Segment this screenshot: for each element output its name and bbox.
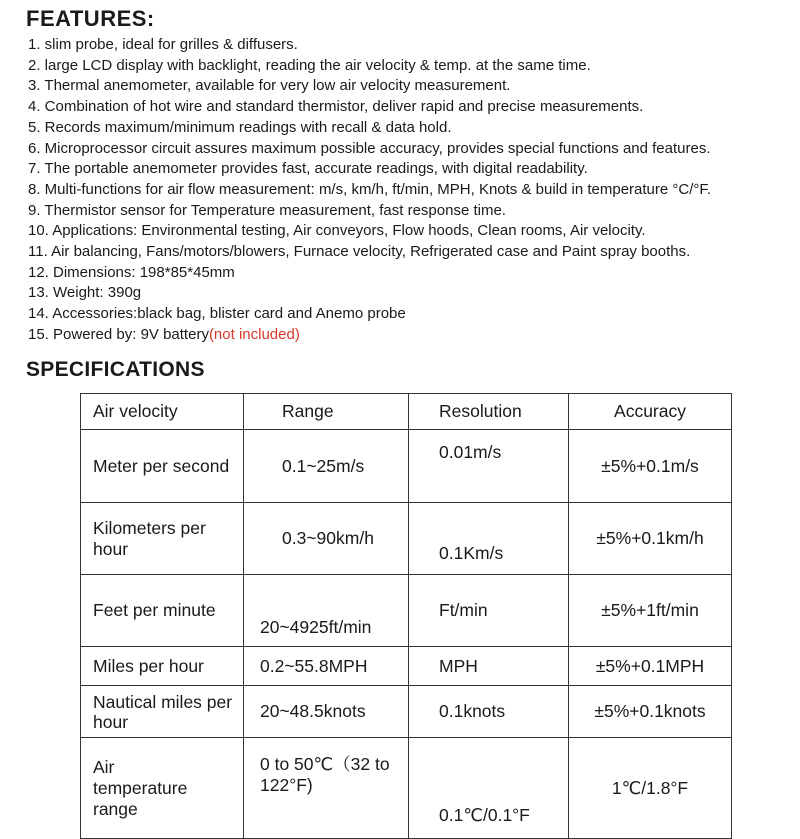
- accuracy-cell: ±5%+1ft/min: [569, 575, 732, 647]
- resolution-cell: Ft/min: [409, 575, 569, 647]
- table-row: [81, 430, 732, 503]
- header-accuracy: Accuracy: [569, 394, 732, 430]
- battery-note: (not included): [208, 325, 300, 343]
- feature-item: 1. slim probe, ideal for grilles & diffusers.: [28, 36, 298, 53]
- unit-cell: Meter per second: [81, 430, 244, 503]
- accuracy-cell: ±5%+0.1knots: [569, 686, 732, 738]
- feature-item: 12. Dimensions: 198*85*45mm: [28, 263, 235, 281]
- range-cell: 0.2~55.8MPH: [244, 647, 409, 686]
- accuracy-cell: 1℃/1.8°F: [569, 738, 732, 839]
- feature-item: 3. Thermal anemometer, available for very low air velocity measurement.: [28, 77, 511, 95]
- range-cell: 20~48.5knots: [244, 686, 409, 738]
- feature-item-power: [28, 325, 711, 346]
- resolution-cell: 0.1℃/0.1°F: [409, 738, 569, 839]
- table-row: [81, 738, 732, 839]
- feature-item: 2. large LCD display with backlight, reading the air velocity & temp. at the same time.: [28, 56, 591, 74]
- feature-item: 4. Combination of hot wire and standard thermistor, deliver rapid and precise measurements.: [28, 98, 644, 116]
- header-air-velocity: Air velocity: [81, 394, 244, 430]
- table-row: [81, 647, 732, 686]
- accuracy-cell: ±5%+0.1MPH: [569, 647, 732, 686]
- unit-cell: Feet per minute: [81, 575, 244, 647]
- features-title: FEATURES:: [26, 6, 155, 31]
- feature-item: 10. Applications: Environmental testing, Air conveyors, Flow hoods, Clean rooms, Air velocity.: [28, 222, 646, 240]
- unit-cell: Nautical miles per hour: [81, 686, 244, 738]
- table-row: [81, 686, 732, 738]
- unit-cell: Miles per hour: [81, 647, 244, 686]
- feature-item: 5. Records maximum/minimum readings with recall & data hold.: [28, 118, 452, 136]
- feature-item: 6. Microprocessor circuit assures maximum possible accuracy, provides special functions and features.: [28, 139, 711, 157]
- specifications-table: [80, 393, 732, 839]
- table-header-row: [81, 394, 732, 430]
- table-row: [81, 503, 732, 575]
- table-row: [81, 575, 732, 647]
- unit-cell: Air temperature range: [81, 738, 244, 839]
- resolution-cell: 0.1knots: [409, 686, 569, 738]
- feature-item: 14. Accessories:black bag, blister card and Anemo probe: [28, 305, 406, 323]
- features-list: [28, 35, 711, 346]
- power-text: 15. Powered by: 9V battery: [28, 325, 209, 343]
- feature-item: 13. Weight: 390g: [28, 284, 142, 302]
- feature-item: 7. The portable anemometer provides fast, accurate readings, with digital readability.: [28, 160, 588, 178]
- range-cell: 0.1~25m/s: [244, 430, 409, 503]
- unit-cell: Kilometers per hour: [81, 503, 244, 575]
- specifications-title: SPECIFICATIONS: [26, 358, 205, 381]
- feature-item: 11. Air balancing, Fans/motors/blowers, Furnace velocity, Refrigerated case and Paint spray booths.: [28, 243, 691, 261]
- range-cell: 0.3~90km/h: [244, 503, 409, 575]
- header-resolution: Resolution: [409, 394, 569, 430]
- header-range: Range: [244, 394, 409, 430]
- range-cell: 0 to 50℃（32 to 122°F): [244, 738, 409, 839]
- accuracy-cell: ±5%+0.1m/s: [569, 430, 732, 503]
- feature-item: 8. Multi-functions for air flow measurement: m/s, km/h, ft/min, MPH, Knots & build in temperature °C/°F.: [28, 180, 712, 198]
- resolution-cell: MPH: [409, 647, 569, 686]
- range-cell: 20~4925ft/min: [244, 575, 409, 647]
- accuracy-cell: ±5%+0.1km/h: [569, 503, 732, 575]
- resolution-cell: 0.1Km/s: [409, 503, 569, 575]
- resolution-cell: 0.01m/s: [409, 430, 569, 503]
- feature-item: 9. Thermistor sensor for Temperature measurement, fast response time.: [28, 201, 506, 219]
